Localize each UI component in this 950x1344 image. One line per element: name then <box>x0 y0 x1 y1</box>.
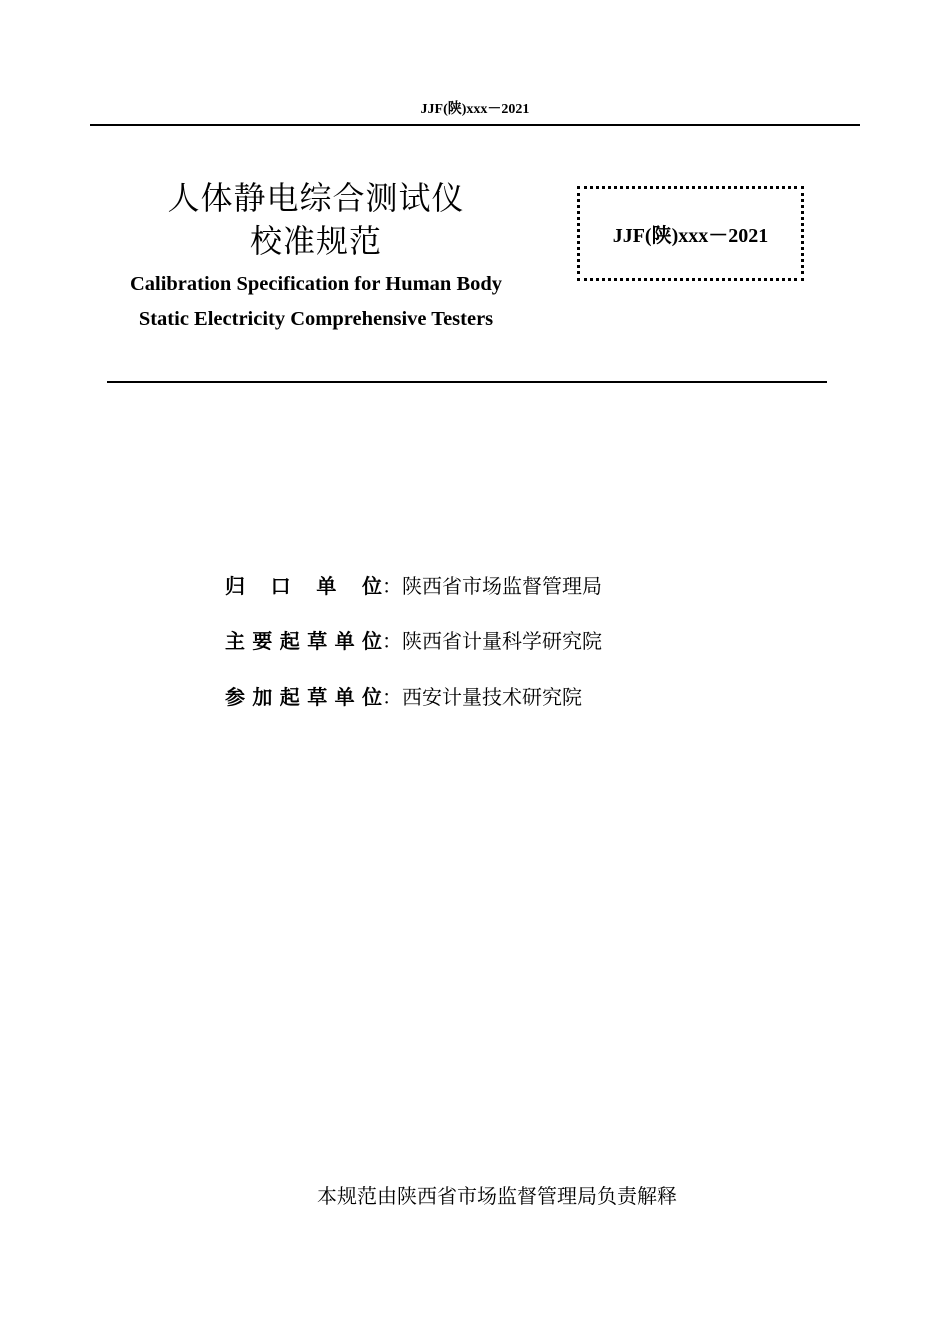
document-code-box-text: JJF(陕)xxx－2021 <box>612 225 769 247</box>
participating-drafting-unit-row <box>225 682 582 712</box>
main-drafting-unit-row <box>225 626 602 656</box>
participating-drafting-unit-value: 西安计量技术研究院 <box>402 685 582 709</box>
document-code-box <box>577 186 804 281</box>
title-chinese-line2: 校准规范 <box>249 222 382 260</box>
participating-drafting-unit-label: 参加起草单位 <box>225 685 382 709</box>
title-english-line2: Static Electricity Comprehensive Testers <box>138 308 494 330</box>
responsible-unit-colon: ： <box>382 574 402 598</box>
header-divider <box>90 124 860 126</box>
responsible-unit-label: 归 口 单 位 <box>225 574 382 598</box>
participating-drafting-unit-colon: ： <box>382 685 402 709</box>
responsible-unit-row <box>225 571 602 601</box>
main-drafting-unit-value: 陕西省计量科学研究院 <box>402 629 602 653</box>
header-document-code: JJF(陕)xxx－2021 <box>420 102 530 117</box>
main-drafting-unit-colon: ： <box>382 629 402 653</box>
main-drafting-unit-label: 主要起草单位 <box>225 629 382 653</box>
title-english-line1: Calibration Specification for Human Body <box>129 273 503 295</box>
title-divider <box>107 381 827 383</box>
title-chinese-line1: 人体静电综合测试仪 <box>167 179 465 217</box>
interpretation-note: 本规范由陕西省市场监督管理局负责解释 <box>317 1184 677 1208</box>
responsible-unit-value: 陕西省市场监督管理局 <box>402 574 602 598</box>
